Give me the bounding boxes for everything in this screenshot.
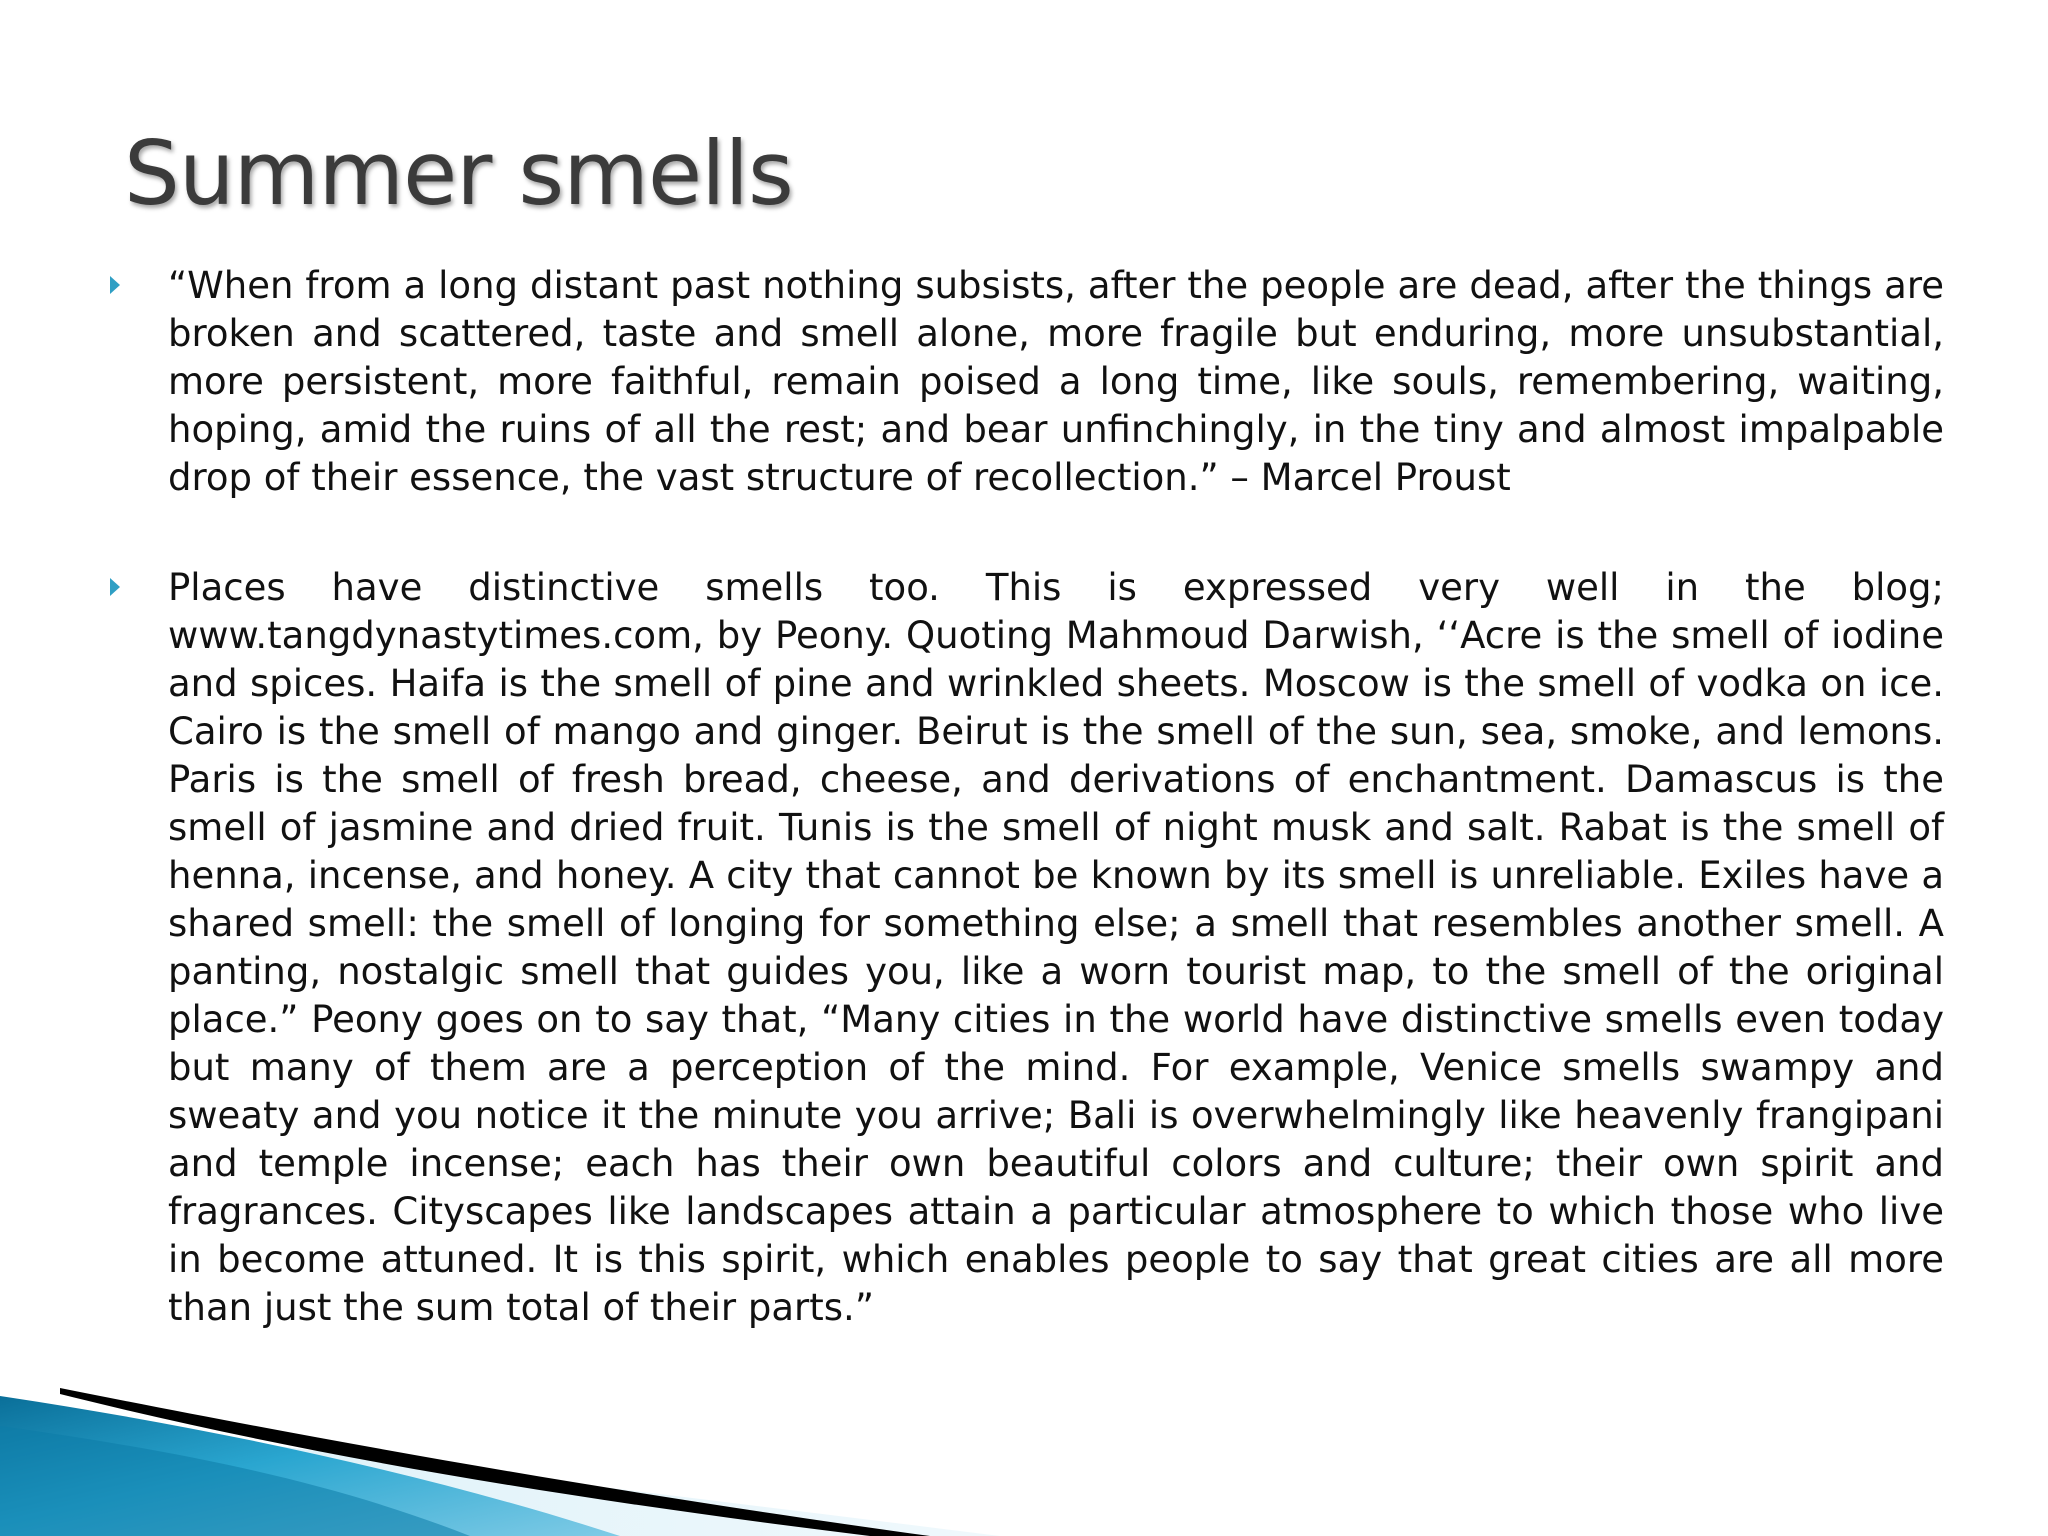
slide-title: Summer smells — [124, 122, 793, 225]
bullet-item-proust-quote — [110, 262, 1944, 502]
bullet-arrow-icon — [110, 276, 120, 294]
bullet-arrow-icon — [110, 578, 120, 596]
bullet-item-places-smells — [110, 564, 1944, 1332]
bullet-text: “When from a long distant past nothing subsists, after the people are dead, after the things are broken and scattered, taste and smell alone, more fragile but enduring, more unsubstantial, more persistent, more faithful, remain poised a long time, like souls, remembering, waiting, hoping, amid the ruins of all the rest; and bear unfinchingly, in the tiny and almost impalpable drop of their essence, the vast structure of recollection.” – Marcel Proust — [168, 264, 1944, 499]
bullet-text: Places have distinctive smells too. This is expressed very well in the blog; www.tangdynastytimes.com, by Peony. Quoting Mahmoud Darwish, ‘‘Acre is the smell of iodine and spices. Haifa is the smell of pine and wrinkled sheets. Moscow is the smell of vodka on ice. Cairo is the smell of mango and ginger. Beirut is the smell of the sun, sea, smoke, and lemons. Paris is the smell of fresh bread, cheese, and derivations of enchantment. Damascus is the smell of jasmine and dried fruit. Tunis is the smell of night musk and salt. Rabat is the smell of henna, incense, and honey. A city that cannot be known by its smell is unreliable. Exiles have a shared smell: the smell of longing for something else; a smell that resembles another smell. A panting, nostalgic smell that guides you, like a worn tourist map, to the smell of the original place.” Peony goes on to say that, “Many cities in the world have distinctive smells even today but many of them are a perception of the mind. For example, Venice smells swampy and sweaty and you notice it the minute you arrive; Bali is overwhelmingly like heavenly frangipani and temple incense; each has their own beautiful colors and culture; their own spirit and fragrances. Cityscapes like landscapes attain a particular atmosphere to which those who live in become attuned. It is this spirit, which enables people to say that great cities are all more than just the sum total of their parts.” — [168, 566, 1944, 1329]
bullet-list — [110, 262, 1944, 1332]
